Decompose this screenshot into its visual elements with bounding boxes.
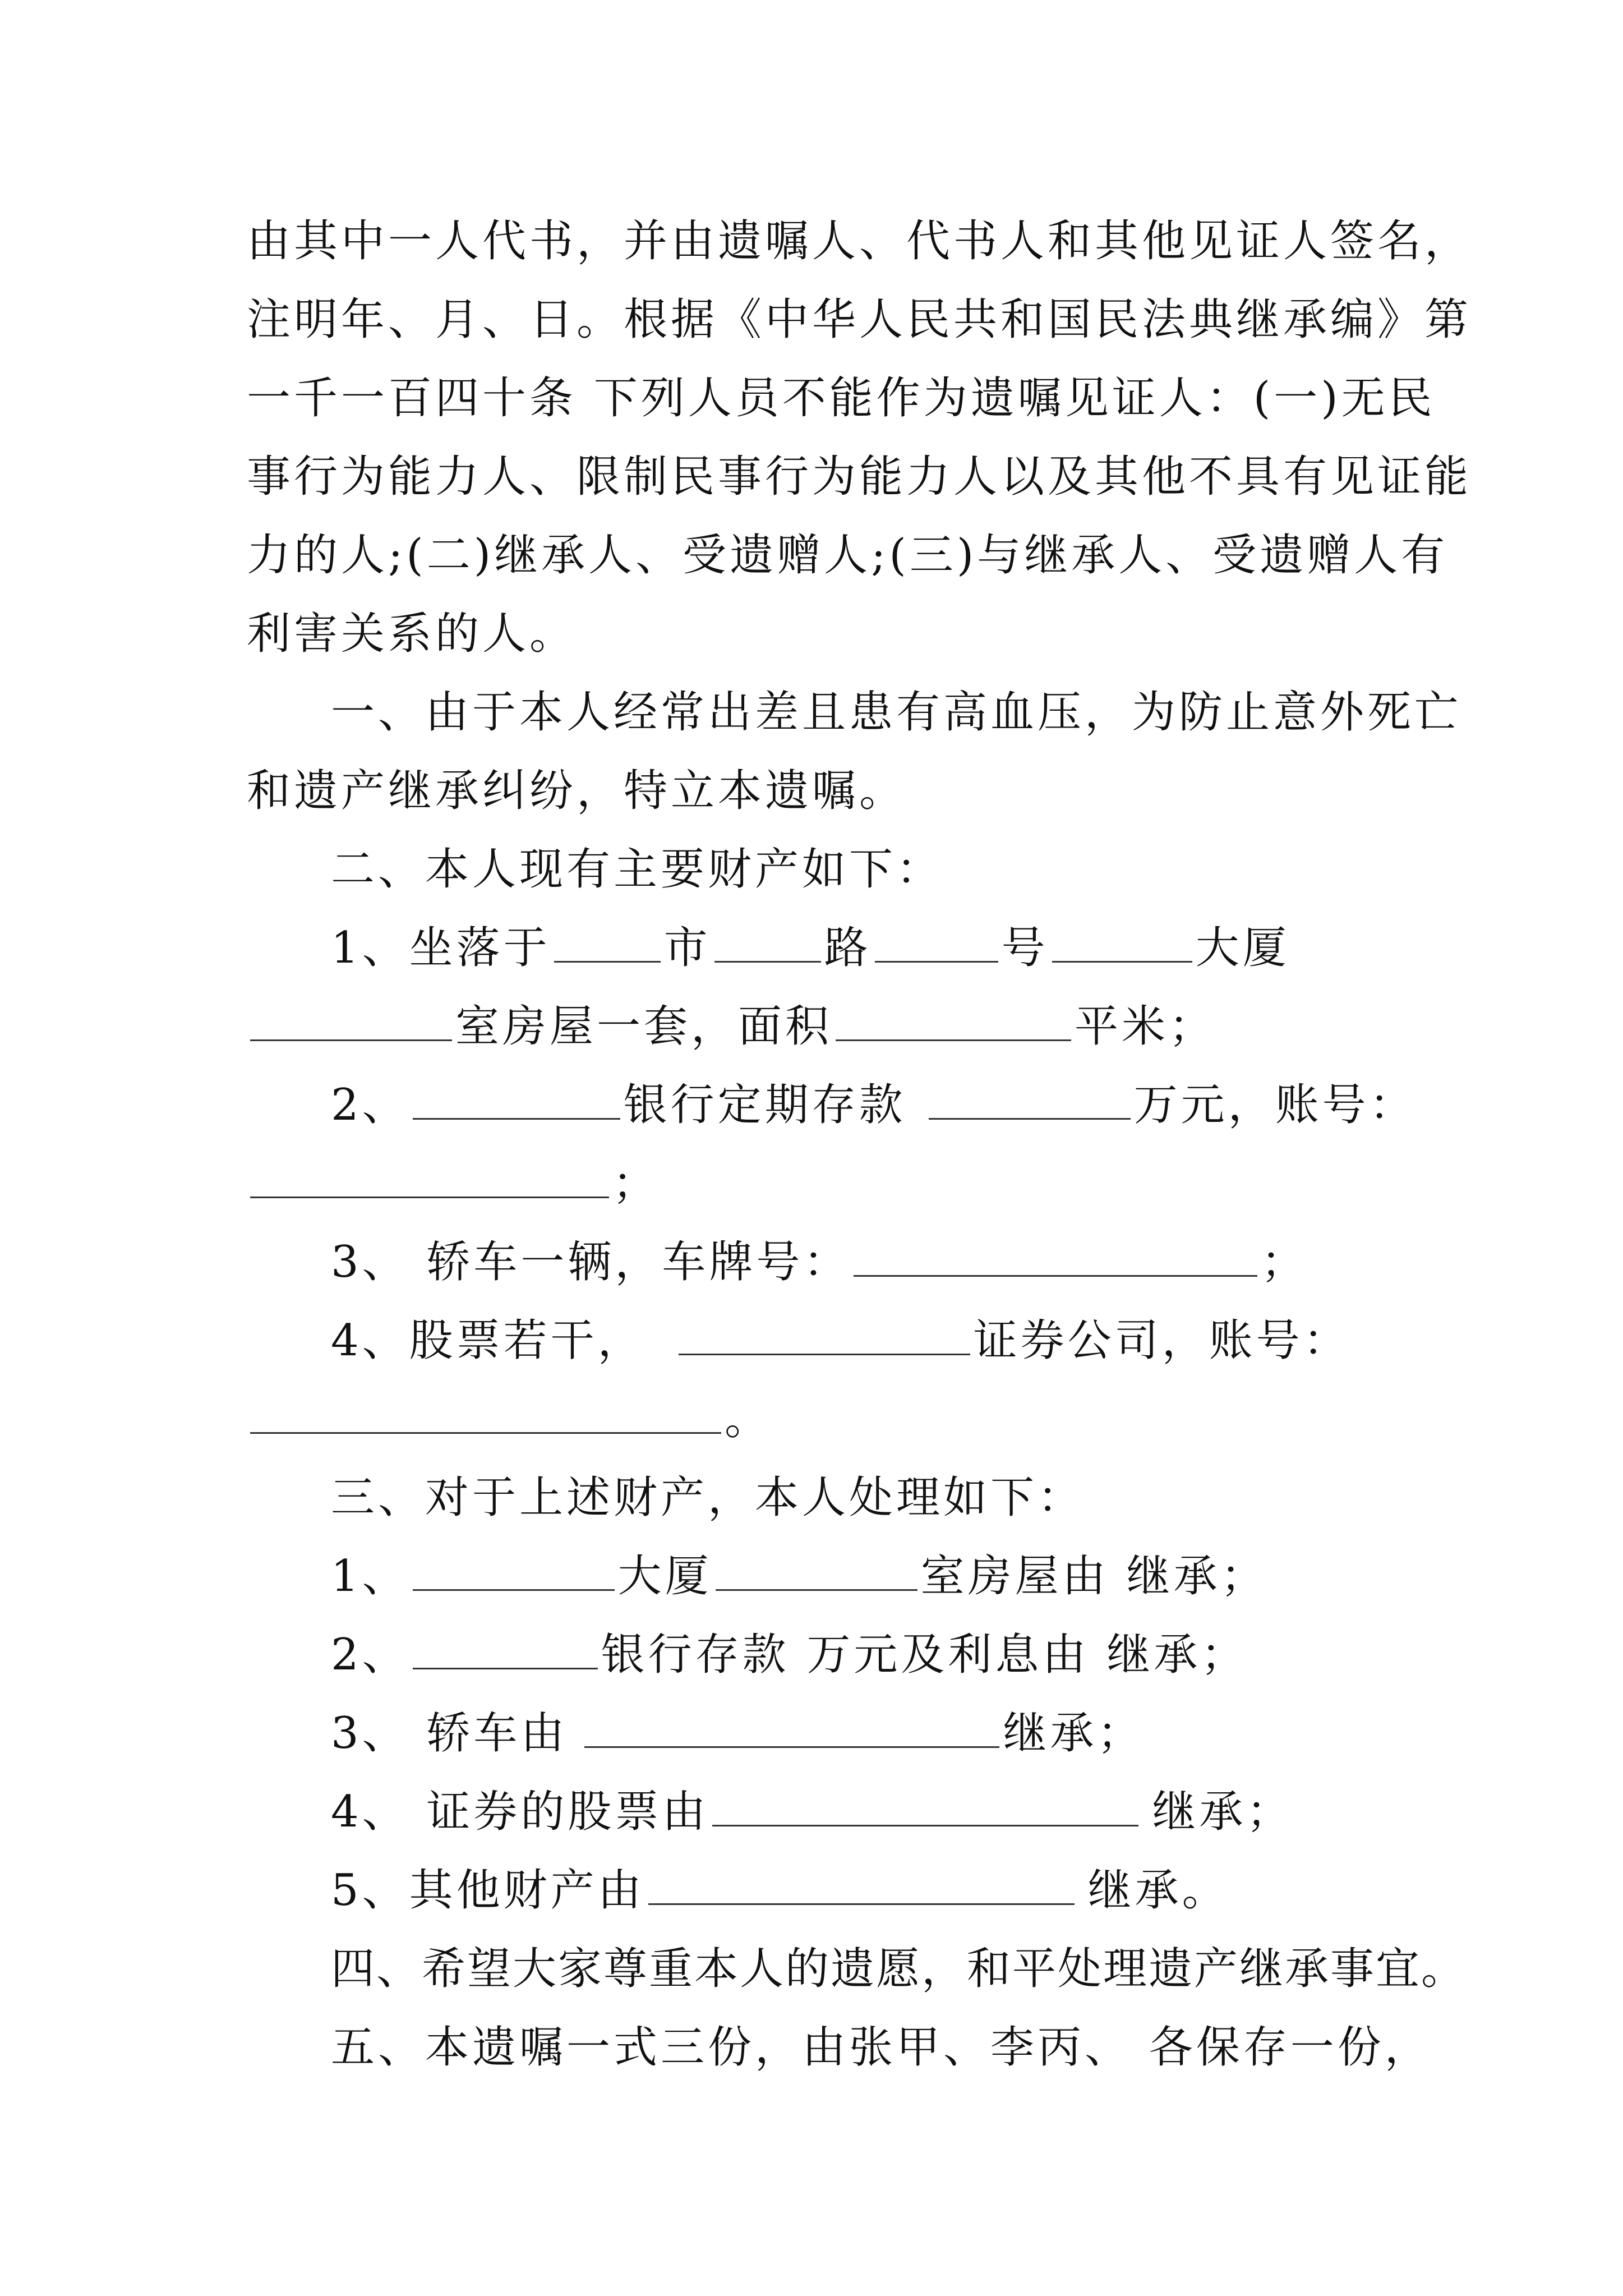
disposal-2-prefix: 2、 bbox=[331, 1630, 409, 1680]
blank-road bbox=[714, 921, 821, 963]
section-four-line: 四、希望大家尊重本人的遗愿，和平处理遗产继承事宜。 bbox=[331, 1944, 1467, 1994]
blank-room bbox=[250, 999, 452, 1041]
disposal-5-prefix: 5、其他财产由 bbox=[331, 1865, 645, 1916]
disposal-2-line bbox=[331, 1627, 1248, 1683]
disposal-4-line bbox=[331, 1784, 1293, 1840]
asset-3-end: ； bbox=[1261, 1237, 1308, 1287]
blank-account bbox=[250, 1156, 609, 1198]
asset-1-room: 室房屋一套，面积 bbox=[455, 1001, 833, 1052]
asset-1-number: 号 bbox=[1001, 923, 1049, 973]
blank-amount bbox=[929, 1078, 1131, 1120]
asset-4-prefix: 4、股票若干， bbox=[331, 1315, 645, 1366]
disposal-2-text: 银行存款 万元及利息由 继承； bbox=[601, 1630, 1248, 1680]
disposal-3-prefix: 3、 轿车由 bbox=[331, 1708, 568, 1759]
asset-1-city: 市 bbox=[663, 923, 711, 973]
section-one-line: 和遗产继承纠纷，特立本遗嘱。 bbox=[247, 766, 907, 816]
asset-1-unit: 平米； bbox=[1075, 1001, 1216, 1052]
paragraph-line: 由其中一人代书，并由遗嘱人、代书人和其他见证人签名， bbox=[247, 216, 1472, 266]
section-one-line: 一、由于本人经常出差且患有高血压，为防止意外死亡 bbox=[331, 687, 1462, 738]
asset-2-line-2 bbox=[247, 1156, 660, 1212]
disposal-5-line bbox=[331, 1862, 1229, 1918]
blank-other-heir bbox=[648, 1863, 1075, 1905]
asset-4-line-2 bbox=[247, 1391, 772, 1447]
disposal-3-line bbox=[331, 1705, 1144, 1761]
asset-4-company: 证券公司，账号： bbox=[973, 1315, 1350, 1366]
blank-bank bbox=[413, 1078, 620, 1120]
blank-plate bbox=[854, 1235, 1257, 1277]
asset-1-line bbox=[331, 920, 1290, 976]
asset-3-line bbox=[331, 1234, 1308, 1290]
asset-2-amount: 万元，账号： bbox=[1133, 1080, 1417, 1130]
blank-bank bbox=[413, 1627, 598, 1669]
blank-stock-heir bbox=[712, 1784, 1138, 1826]
blank-securities bbox=[679, 1313, 970, 1355]
paragraph-line: 注明年、月、日。根据《中华人民共和国民法典继承编》第 bbox=[247, 295, 1472, 345]
asset-4-end: 。 bbox=[725, 1394, 772, 1444]
asset-4-line bbox=[331, 1313, 1350, 1369]
disposal-5-end: 继承。 bbox=[1087, 1865, 1229, 1916]
paragraph-line: 利害关系的人。 bbox=[247, 609, 577, 659]
paragraph-line: 力的人;(二)继承人、受遗赠人;(三)与继承人、受遗赠人有 bbox=[247, 530, 1449, 581]
section-two-title: 二、本人现有主要财产如下： bbox=[331, 844, 944, 895]
asset-1-road: 路 bbox=[824, 923, 872, 973]
disposal-1-building: 大厦 bbox=[617, 1551, 712, 1602]
asset-2-prefix: 2、 bbox=[331, 1080, 409, 1130]
blank-area bbox=[836, 999, 1071, 1041]
disposal-1-room: 室房屋由 继承； bbox=[920, 1551, 1268, 1602]
disposal-3-end: 继承； bbox=[1003, 1708, 1145, 1759]
asset-1-prefix: 1、坐落于 bbox=[331, 923, 551, 973]
blank-number bbox=[875, 921, 998, 963]
paragraph-line: 一千一百四十条 下列人员不能作为遗嘱见证人：(一)无民 bbox=[247, 373, 1436, 424]
paragraph-line: 事行为能力人、限制民事行为能力人以及其他不具有见证能 bbox=[247, 452, 1472, 502]
section-five-line: 五、本遗嘱一式三份，由张甲、李丙、 各保存一份， bbox=[331, 2022, 1432, 2073]
asset-2-bank: 银行定期存款 bbox=[623, 1080, 906, 1130]
blank-car-heir bbox=[584, 1706, 999, 1748]
asset-3-prefix: 3、 轿车一辆，车牌号： bbox=[331, 1237, 851, 1287]
asset-1-building: 大厦 bbox=[1195, 923, 1290, 973]
asset-1-line-2 bbox=[247, 999, 1216, 1055]
section-three-title: 三、对于上述财产，本人处理如下： bbox=[331, 1473, 1085, 1523]
disposal-4-end: 继承； bbox=[1152, 1787, 1294, 1837]
disposal-4-prefix: 4、 证券的股票由 bbox=[331, 1787, 709, 1837]
blank-room bbox=[716, 1549, 917, 1591]
disposal-1-prefix: 1、 bbox=[331, 1551, 409, 1602]
asset-2-end: ； bbox=[612, 1158, 660, 1209]
blank-building bbox=[413, 1549, 615, 1591]
blank-stock-account bbox=[250, 1392, 721, 1434]
disposal-1-line bbox=[331, 1548, 1267, 1604]
blank-building bbox=[1052, 921, 1192, 963]
asset-2-line bbox=[331, 1077, 1417, 1133]
blank-city bbox=[554, 921, 661, 963]
